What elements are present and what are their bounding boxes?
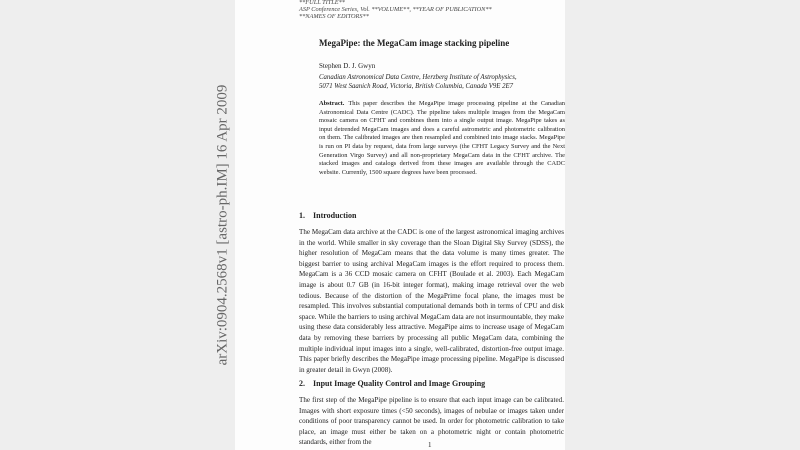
section-2-heading	[299, 379, 485, 388]
header-conference-series: ASP Conference Series, Vol. **VOLUME**, **YEAR OF PUBLICATION**	[299, 6, 492, 13]
affiliation-line-1: Canadian Astronomical Data Centre, Herzberg Institute of Astrophysics,	[319, 74, 517, 81]
section-1-title: Introduction	[313, 211, 357, 220]
abstract-text: This paper describes the MegaPipe image processing pipeline at the Canadian Astronomical Data Centre (CADC). The pipeline takes multiple images from the MegaCam mosaic camera on CFHT and combines them into a single output image. MegaPipe takes as input detrended MegaCam images and does a careful astrometric and photometric calibration on them. The calibrated images are then resampled and combined into image stacks. MegaPipe is run on PI data by request, data from large surveys (the CFHT Legacy Survey and the Next Generation Virgo Survey) and all non-proprietary MegaCam data in the CFHT archive. The stacked images and catalogs derived from these images are available through the CADC website. Currently, 1500 square degrees have been processed.	[319, 100, 565, 176]
header-full-title: **FULL TITLE**	[299, 0, 345, 6]
affiliation-line-2: 5071 West Saanich Road, Victoria, British Columbia, Canada V9E 2E7	[319, 83, 514, 90]
section-2-number: 2.	[299, 379, 305, 388]
section-1-body: The MegaCam data archive at the CADC is one of the largest astronomical imaging archives in the world. While smaller in sky coverage than the Sloan Digital Sky Survey (SDSS), the higher resolution of MegaCam means that the data volume is many times greater. The biggest barrier to using archival MegaCam images is the effort required to process them. MegaCam is a 36 CCD mosaic camera on CFHT (Boulade et al. 2003). Each MegaCam image is about 0.7 GB (in 16-bit integer format), making image retrieval over the web tedious. Because of the distortion of the MegaPrime focal plane, the images must be resampled. This involves substantial computational demands both in terms of CPU and disk space. While the barriers to using archival MegaCam data are not insurmountable, they make using these data considerably less attractive. MegaPipe aims to increase usage of MegaCam data by removing these barriers by processing all public MegaCam data, combining the multiple individual input images into a single, well-calibrated, distortion-free output image. This paper briefly describes the MegaPipe image processing pipeline. MegaPipe is discussed in greater detail in Gwyn (2008).	[299, 228, 564, 374]
section-2-body: The first step of the MegaPipe pipeline is to ensure that each input image can be calibrated. Images with short exposure times (<50 seconds), images of nebulae or images taken under conditions of poor transparency cannot be used. In order for photometric calibration to take place, an image must either be taken on a photometric night or contain photometric standards, either from the	[299, 396, 564, 447]
section-1-heading	[299, 211, 356, 220]
section-2-title: Input Image Quality Control and Image Grouping	[313, 379, 486, 388]
arxiv-identifier-stamp: arXiv:0904.2568v1 [astro-ph.IM] 16 Apr 2009	[214, 84, 231, 366]
paper-page	[235, 0, 565, 450]
abstract-label: Abstract.	[319, 100, 345, 107]
header-editors: **NAMES OF EDITORS**	[299, 13, 369, 20]
section-1-number: 1.	[299, 211, 305, 220]
paper-title: MegaPipe: the MegaCam image stacking pipeline	[319, 38, 510, 48]
author-name: Stephen D. J. Gwyn	[319, 62, 376, 70]
page-number: 1	[428, 441, 432, 449]
abstract	[319, 100, 565, 177]
